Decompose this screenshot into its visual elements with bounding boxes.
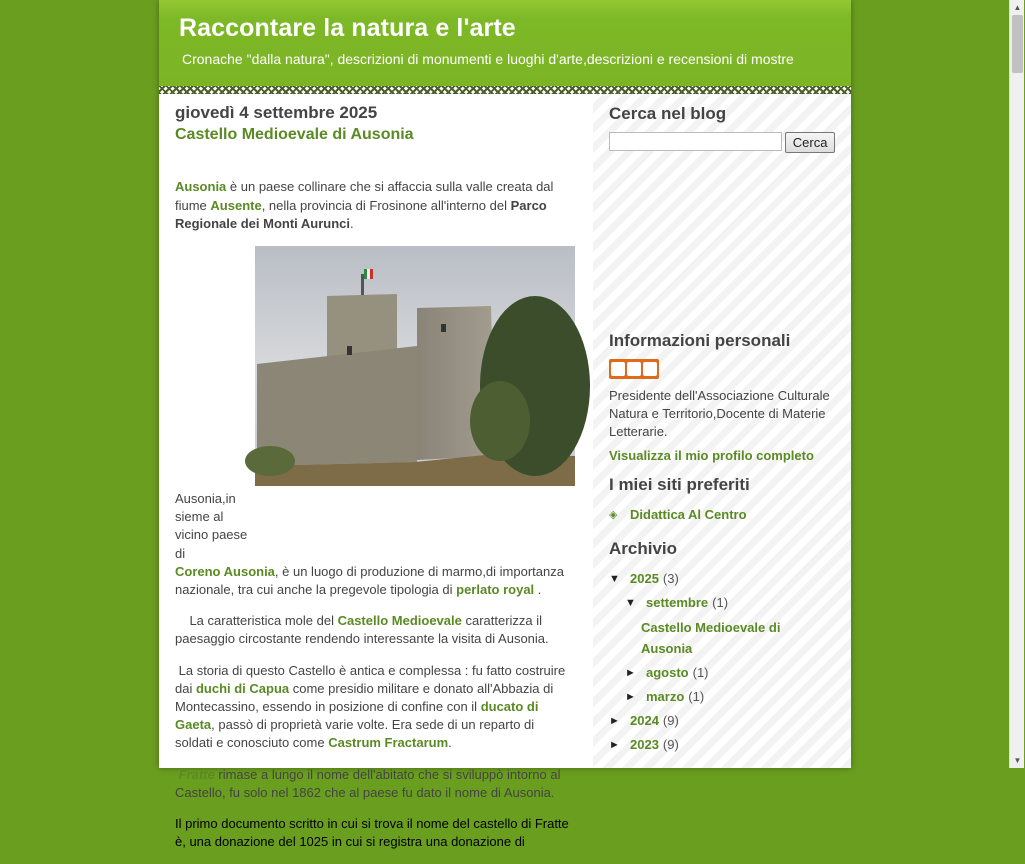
archive-year-2024 — [609, 709, 835, 733]
post-paragraph-5: Fratte rimase a lungo il nome dell'abitato che si sviluppò intorno al Castello, fu solo nel 1862 che al paese fu dato il nome di Ausonia. — [175, 766, 561, 800]
post-paragraph-6: Il primo documento scritto in cui si trova il nome del castello di Fratte è, una donazione del 1025 in cui si registra una donazione di — [175, 816, 569, 850]
archive-month-settembre — [609, 591, 835, 615]
post-paragraph-1: Ausonia è un paese collinare che si affaccia sulla valle creata dal fiume Ausente, nella provincia di Frosinone all'interno del Parco Regionale dei Monti Aurunci. — [175, 179, 554, 231]
collapse-arrow-icon[interactable]: ► — [609, 739, 620, 751]
archive-count: (3) — [662, 571, 679, 586]
archive-post-link[interactable]: Castello Medioevale di Ausonia — [641, 620, 781, 656]
search-widget-title: Cerca nel blog — [609, 104, 727, 123]
collapse-arrow-icon[interactable]: ► — [625, 691, 636, 703]
archive-year-link[interactable]: 2024 — [630, 713, 659, 728]
favorites-widget-title: I miei siti preferiti — [609, 475, 750, 494]
page-scrollbar[interactable] — [1009, 0, 1024, 768]
link-perlato-royal[interactable]: perlato royal — [456, 582, 535, 598]
archive-year-link[interactable]: 2025 — [630, 571, 659, 586]
archive-count: (1) — [712, 595, 729, 610]
search-input[interactable] — [609, 132, 782, 151]
archive-count: (9) — [662, 737, 679, 752]
main-column — [175, 104, 575, 864]
blog-page — [159, 0, 851, 850]
archive-month-link[interactable]: marzo — [646, 689, 685, 704]
blog-description: Cronache "dalla natura", descrizioni di monumenti e luoghi d'arte,descrizioni e recensioni di mostre — [182, 51, 794, 67]
post-date: giovedì 4 settembre 2025 — [175, 103, 378, 122]
collapse-arrow-icon[interactable]: ► — [609, 715, 620, 727]
scrollbar-thumb[interactable] — [1012, 15, 1023, 73]
archive-count: (9) — [662, 713, 679, 728]
post-paragraph-2-rest: Coreno Ausonia, è un luogo di produzione di marmo,di importanza nazionale, tra cui anche la pregevole tipologia di perlato royal . — [175, 563, 564, 598]
archive-month-link[interactable]: settembre — [646, 595, 709, 610]
expand-arrow-icon[interactable]: ▼ — [625, 597, 636, 609]
profile-badge-icon[interactable] — [609, 359, 659, 379]
link-ausonia[interactable]: Ausonia — [175, 179, 227, 195]
search-row — [609, 132, 835, 153]
favorite-link[interactable]: Didattica Al Centro — [630, 507, 747, 522]
bold-parco: Parco Regionale dei Monti Aurunci — [175, 197, 547, 231]
link-castrum[interactable]: Castrum Fractarum — [328, 735, 449, 751]
profile-about: Presidente dell'Associazione Culturale Natura e Territorio,Docente di Materie Letterarie. — [609, 388, 830, 439]
archive-year-link[interactable]: 2023 — [630, 737, 659, 752]
favorite-item — [609, 503, 835, 527]
profile-icon-2 — [643, 362, 657, 376]
profile-icon — [627, 362, 641, 376]
link-ducato-gaeta[interactable]: ducato di Gaeta — [175, 699, 539, 733]
diamond-bullet-icon: ◈ — [609, 509, 618, 521]
archive-widget-title: Archivio — [609, 539, 678, 558]
archive-count: (1) — [692, 665, 709, 680]
blogger-icon — [611, 362, 625, 376]
collapse-arrow-icon[interactable]: ► — [625, 667, 636, 679]
blog-title[interactable]: Raccontare la natura e l'arte — [179, 14, 516, 42]
blog-header — [159, 0, 851, 94]
link-duchi-capua[interactable]: duchi di Capua — [195, 680, 290, 696]
link-fratte[interactable]: Fratte — [178, 766, 215, 782]
post-paragraph-4: La storia di questo Castello è antica e complessa : fu fatto costruire dai duchi di Capua come presidio militare e donato all'Abbazia di Montecassino, essendo in posizione di confine con il ducato di Gaeta, passò di proprietà varie volte. Era sede di un reparto di soldati e conosciuto come Castrum Fractarum. — [175, 662, 566, 751]
sidebar-spacer — [609, 153, 835, 331]
link-coreno[interactable]: Coreno Ausonia — [175, 563, 275, 579]
castle-photo[interactable] — [255, 246, 575, 486]
archive-year-2025 — [609, 567, 835, 591]
archive-month-agosto — [609, 661, 835, 685]
archive-count: (1) — [688, 689, 705, 704]
profile-widget-title: Informazioni personali — [609, 331, 791, 350]
scroll-up-icon[interactable]: ▲ — [1013, 3, 1022, 12]
archive-month-marzo — [609, 685, 835, 709]
post-paragraph-3: La caratteristica mole del Castello Medioevale caratterizza il paesaggio circostante rendendo interessante la visita di Ausonia. — [175, 613, 549, 647]
post-title[interactable]: Castello Medioevale di Ausonia — [175, 126, 414, 144]
link-ausente[interactable]: Ausente — [210, 197, 262, 213]
post-paragraph-2: Ausonia,in sieme al vicino paese di — [175, 491, 248, 561]
link-castello[interactable]: Castello Medioevale — [337, 613, 462, 629]
profile-link[interactable]: Visualizza il mio profilo completo — [609, 448, 814, 463]
archive-post-item — [609, 615, 835, 661]
archive-month-link[interactable]: agosto — [646, 665, 689, 680]
scroll-down-icon[interactable]: ▼ — [1013, 756, 1022, 765]
header-border — [159, 86, 851, 94]
expand-arrow-icon[interactable]: ▼ — [609, 573, 620, 585]
search-button[interactable]: Cerca — [785, 132, 835, 153]
sidebar — [593, 94, 851, 768]
castle-image — [255, 246, 575, 486]
archive-year-2023 — [609, 733, 835, 757]
